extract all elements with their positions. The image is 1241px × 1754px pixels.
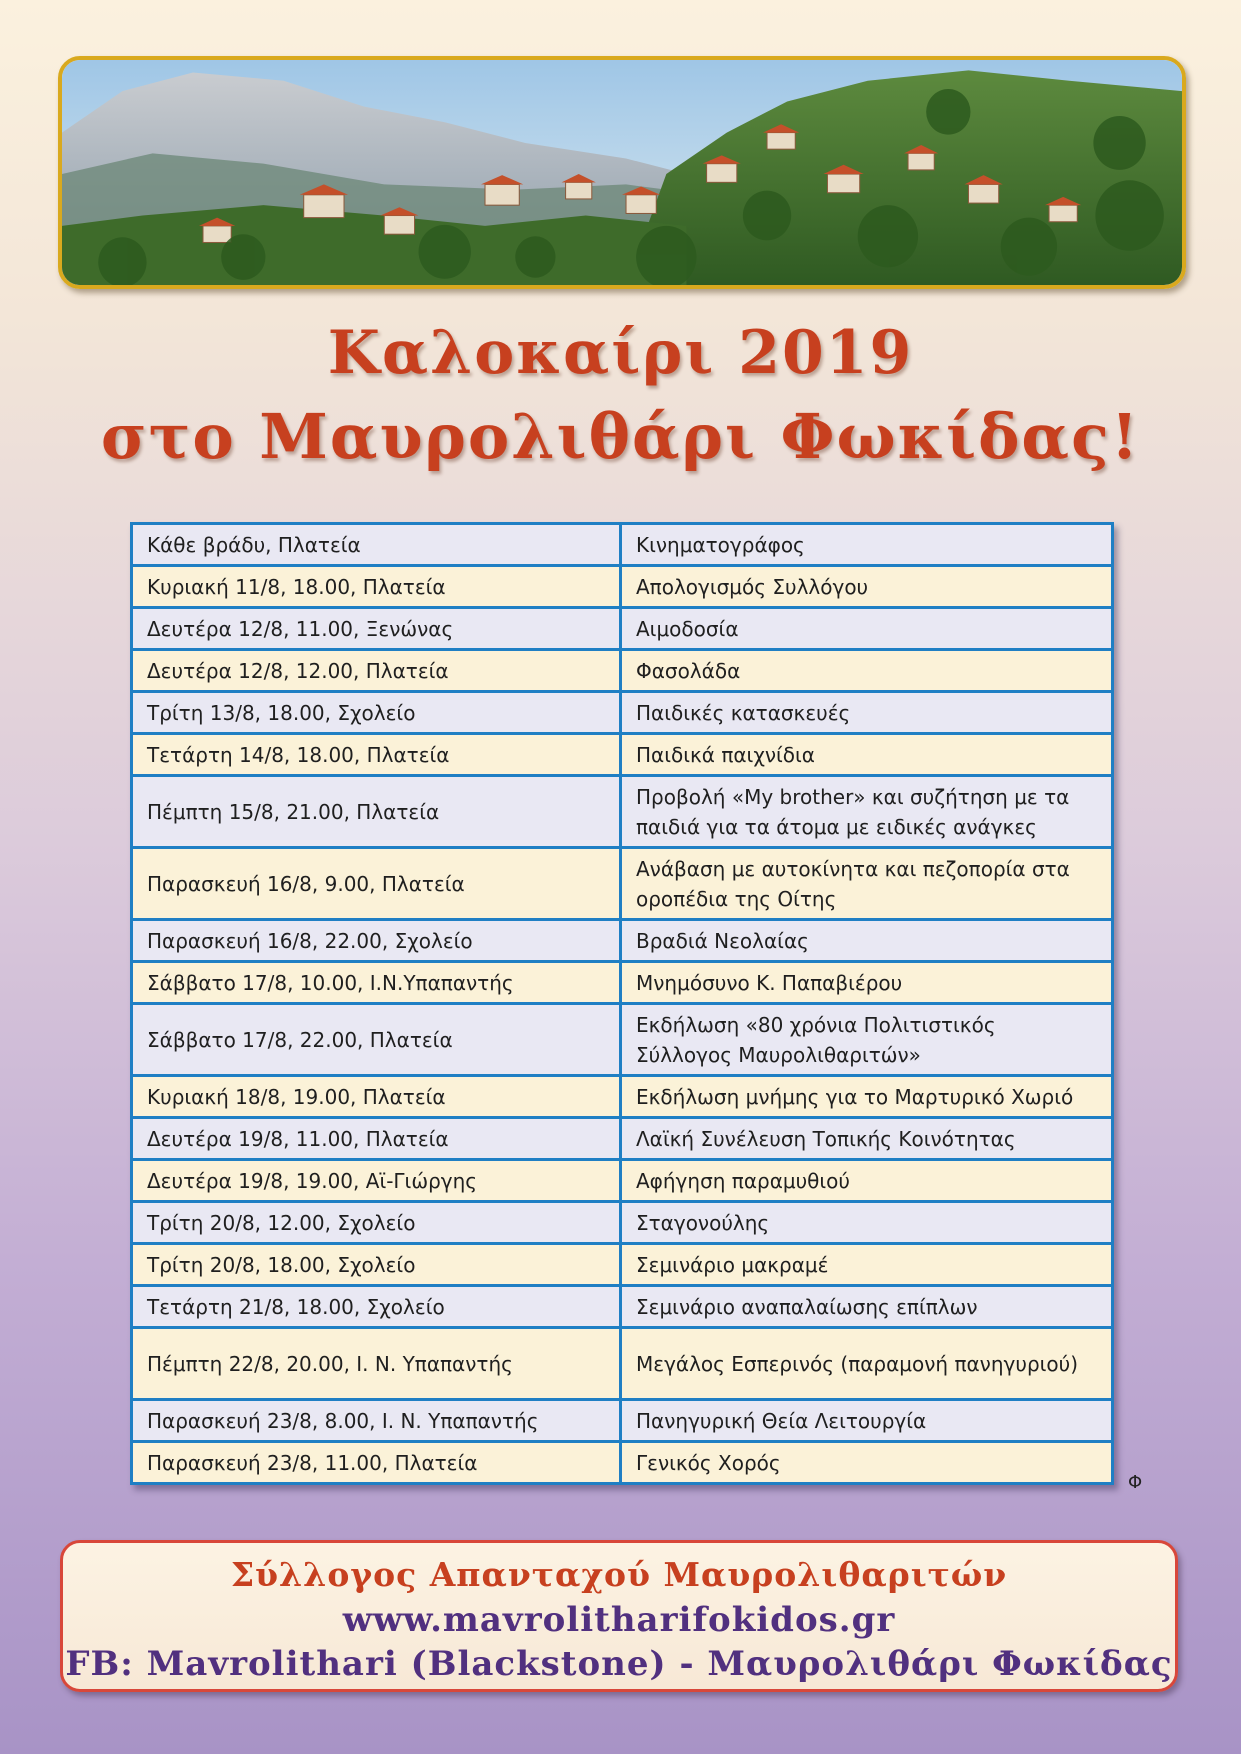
event-date-place: Δευτέρα 12/8, 11.00, Ξενώνας [133,609,619,648]
event-date-place: Δευτέρα 19/8, 19.00, Αϊ-Γιώργης [133,1161,619,1200]
event-description: Ανάβαση με αυτοκίνητα και πεζοπορία στα οροπέδια της Οίτης [622,849,1111,918]
event-description: Μνημόσυνο Κ. Παπαβιέρου [622,963,1111,1002]
table-row [133,1161,1111,1200]
event-description: Σταγονούλης [622,1203,1111,1242]
page-title-line-1: Καλοκαίρι 2019 [327,318,914,388]
village-photo-banner [58,56,1186,289]
table-row [133,921,1111,960]
event-description: Κινηματογράφος [622,525,1111,564]
table-row [133,1005,1111,1074]
event-date-place: Κάθε βράδυ, Πλατεία [133,525,619,564]
event-description: Πανηγυρική Θεία Λειτουργία [622,1401,1111,1440]
event-description: Εκδήλωση μνήμης για το Μαρτυρικό Χωριό [622,1077,1111,1116]
table-row [133,1077,1111,1116]
event-description: Παιδικά παιχνίδια [622,735,1111,774]
event-description: Παιδικές κατασκευές [622,693,1111,732]
footer-contact-box [60,1540,1178,1692]
event-date-place: Κυριακή 11/8, 18.00, Πλατεία [133,567,619,606]
event-date-place: Τρίτη 13/8, 18.00, Σχολείο [133,693,619,732]
event-description: Γενικός Χορός [622,1443,1111,1482]
event-description: Σεμινάριο μακραμέ [622,1245,1111,1284]
event-description: Βραδιά Νεολαίας [622,921,1111,960]
event-date-place: Παρασκευή 23/8, 8.00, Ι. Ν. Υπαπαντής [133,1401,619,1440]
side-mark: Φ [1128,1472,1143,1493]
table-row [133,1287,1111,1326]
table-row [133,651,1111,690]
event-date-place: Τετάρτη 21/8, 18.00, Σχολείο [133,1287,619,1326]
event-description: Λαϊκή Συνέλευση Τοπικής Κοινότητας [622,1119,1111,1158]
event-schedule-table [130,522,1114,1485]
event-description: Μεγάλος Εσπερινός (παραμονή πανηγυριού) [622,1329,1111,1398]
event-date-place: Παρασκευή 16/8, 22.00, Σχολείο [133,921,619,960]
table-row [133,1203,1111,1242]
event-description: Σεμινάριο αναπαλαίωσης επίπλων [622,1287,1111,1326]
facebook-link[interactable]: FB: Mavrolithari (Blackstone) - Μαυρολιθάρι Φωκίδας [65,1644,1173,1684]
table-row [133,1329,1111,1398]
table-row [133,777,1111,846]
event-date-place: Τετάρτη 14/8, 18.00, Πλατεία [133,735,619,774]
event-date-place: Δευτέρα 12/8, 12.00, Πλατεία [133,651,619,690]
table-row [133,1443,1111,1482]
event-description: Απολογισμός Συλλόγου [622,567,1111,606]
table-row [133,567,1111,606]
table-row [133,963,1111,1002]
table-row [133,525,1111,564]
event-date-place: Τρίτη 20/8, 18.00, Σχολείο [133,1245,619,1284]
page-title-line-2: στο Μαυρολιθάρι Φωκίδας! [100,400,1141,473]
table-row [133,1119,1111,1158]
event-date-place: Σάββατο 17/8, 10.00, Ι.Ν.Υπαπαντής [133,963,619,1002]
event-date-place: Σάββατο 17/8, 22.00, Πλατεία [133,1005,619,1074]
event-description: Εκδήλωση «80 χρόνια Πολιτιστικός Σύλλογος Μαυρολιθαριτών» [622,1005,1111,1074]
event-description: Προβολή «My brother» και συζήτηση με τα παιδιά για τα άτομα με ειδικές ανάγκες [622,777,1111,846]
event-date-place: Δευτέρα 19/8, 11.00, Πλατεία [133,1119,619,1158]
event-date-place: Πέμπτη 22/8, 20.00, Ι. Ν. Υπαπαντής [133,1329,619,1398]
website-link[interactable]: www.mavrolitharifokidos.gr [342,1600,896,1640]
table-row [133,693,1111,732]
event-date-place: Κυριακή 18/8, 19.00, Πλατεία [133,1077,619,1116]
event-date-place: Παρασκευή 16/8, 9.00, Πλατεία [133,849,619,918]
event-description: Αφήγηση παραμυθιού [622,1161,1111,1200]
table-row [133,735,1111,774]
event-date-place: Τρίτη 20/8, 12.00, Σχολείο [133,1203,619,1242]
table-row [133,609,1111,648]
organization-name: Σύλλογος Απανταχού Μαυρολιθαριτών [230,1555,1008,1594]
table-row [133,1245,1111,1284]
event-description: Αιμοδοσία [622,609,1111,648]
event-date-place: Παρασκευή 23/8, 11.00, Πλατεία [133,1443,619,1482]
table-row [133,849,1111,918]
event-date-place: Πέμπτη 15/8, 21.00, Πλατεία [133,777,619,846]
village-landscape-image [62,60,1182,285]
table-row [133,1401,1111,1440]
event-description: Φασολάδα [622,651,1111,690]
